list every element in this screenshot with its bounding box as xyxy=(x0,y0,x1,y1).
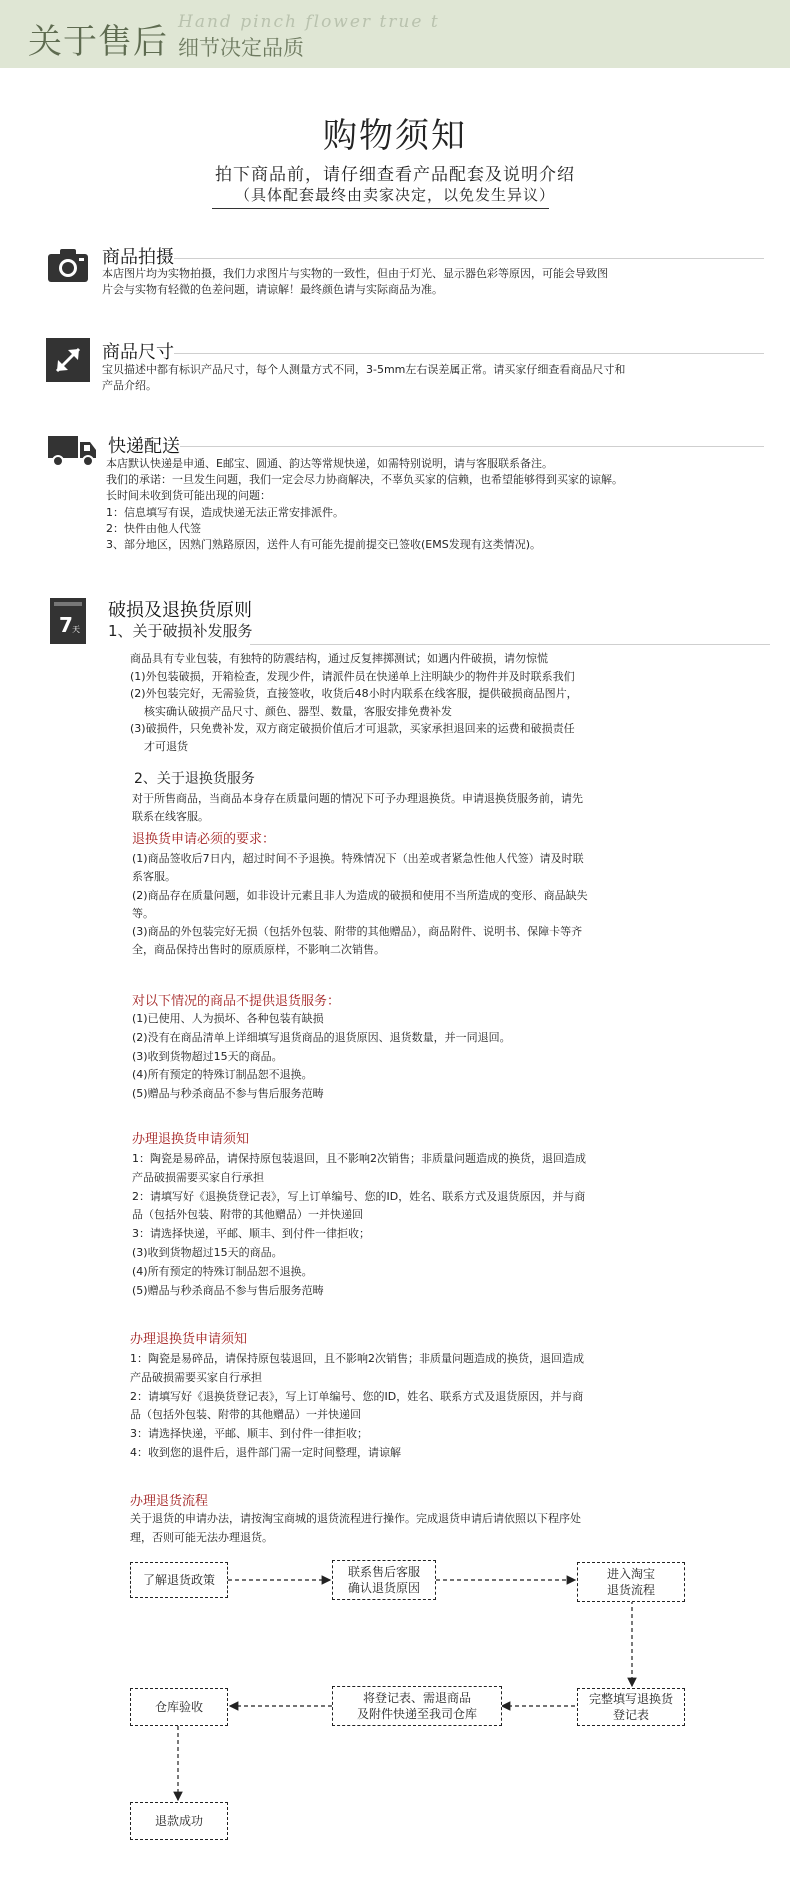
notice-heading-2: 办理退换货申请须知 xyxy=(130,1332,248,1347)
delivery-line: 1：信息填写有误，造成快递无法正常安排派件。 xyxy=(106,505,344,519)
return-service-line: 对于所售商品，当商品本身存在质量问题的情况下可予办理退换货。申请退换货服务前，请先 xyxy=(132,792,583,805)
requirement-line: 系客服。 xyxy=(132,870,176,884)
notice-line: 品（包括外包装、附带的其他赠品）一并快递回 xyxy=(132,1208,363,1222)
notice-line: (3)收到货物超过15天的商品。 xyxy=(132,1245,283,1259)
section-title-returns: 破损及退换货原则 xyxy=(108,600,252,621)
requirements-heading: 退换货申请必须的要求： xyxy=(132,832,276,847)
notice-line: 品（包括外包装、附带的其他赠品）一并快递回 xyxy=(130,1408,361,1422)
damage-line: (1)外包装破损，开箱检查，发现少件，请派件员在快递单上注明缺少的物件并及时联系我们 xyxy=(130,669,575,683)
notice-line: 4：收到您的退件后，退件部门需一定时间整理，请谅解 xyxy=(130,1445,401,1459)
returns-sub-heading-2: 2、关于退换货服务 xyxy=(134,771,255,787)
damage-line: (2)外包装完好，无需验货，直接签收，收货后48小时内联系在线客服，提供破损商品图片， xyxy=(130,687,578,701)
return-service-line: 联系在线客服。 xyxy=(132,810,209,823)
requirement-line: (2)商品存在质量问题，如非设计元素且非人为造成的破损和使用不当所造成的变形、商品缺失 xyxy=(132,888,588,902)
flow-step-refund-done: 退款成功 xyxy=(130,1802,228,1840)
delivery-line: 3、部分地区，因熟门熟路原因，送件人有可能先提前提交已签收(EMS发现有这类情况)。 xyxy=(106,538,542,552)
flow-step-ship-items: 将登记表、需退商品 及附件快递至我司仓库 xyxy=(332,1686,502,1726)
size-line: 宝贝描述中都有标识产品尺寸，每个人测量方式不同，3-5mm左右误差属正常。请买家仔细查看商品尺寸和 xyxy=(102,363,626,376)
svg-text:7: 7 xyxy=(59,613,73,637)
photo-line: 片会与实物有轻微的色差问题，请谅解！最终颜色请与实际商品为准。 xyxy=(102,282,443,296)
notice-line: 2：请填写好《退换货登记表》，写上订单编号、您的ID，姓名、联系方式及退货原因，并与商 xyxy=(130,1389,584,1403)
process-heading: 办理退货流程 xyxy=(130,1494,209,1509)
no-return-line: (3)收到货物超过15天的商品。 xyxy=(132,1049,283,1063)
process-line: 关于退货的申请办法，请按淘宝商城的退货流程进行操作。完成退货申请后请依照以下程序处 xyxy=(130,1512,581,1525)
notice-heading-1: 办理退换货申请须知 xyxy=(132,1132,250,1147)
process-line: 理，否则可能无法办理退货。 xyxy=(130,1530,273,1544)
header-script-text: Hand pinch flower true t xyxy=(178,12,440,32)
delivery-line: 2：快件由他人代签 xyxy=(106,521,201,535)
flow-step-learn-policy: 了解退货政策 xyxy=(130,1562,228,1598)
requirement-line: 等。 xyxy=(132,906,154,920)
flow-step-fill-form: 完整填写退换货 登记表 xyxy=(577,1688,685,1726)
damage-line: (3)破损件，只免费补发，双方商定破损价值后才可退款，买家承担退回来的运费和破损责任 xyxy=(130,722,575,736)
notice-line: 产品破损需要买家自行承担 xyxy=(132,1170,264,1184)
notice-line: (4)所有预定的特殊订制品恕不退换。 xyxy=(132,1264,313,1278)
requirement-line: 全，商品保持出售时的原质原样，不影响二次销售。 xyxy=(132,943,385,957)
section-title-photo: 商品拍摄 xyxy=(102,247,174,268)
damage-line: 商品具有专业包装，有独特的防震结构，通过反复摔掷测试；如遇内件破损，请勿惊慌 xyxy=(130,652,548,665)
notice-line: 产品破损需要买家自行承担 xyxy=(130,1370,262,1384)
header-title: 关于售后 xyxy=(28,22,168,62)
flow-step-taobao-process: 进入淘宝 退货流程 xyxy=(577,1562,685,1602)
size-line: 产品介绍。 xyxy=(102,378,157,392)
intro-line-2: （具体配套最终由卖家决定，以免发生异议） xyxy=(234,186,555,204)
no-return-line: (4)所有预定的特殊订制品恕不退换。 xyxy=(132,1068,313,1082)
flow-step-contact-service: 联系售后客服 确认退货原因 xyxy=(332,1560,436,1600)
page-title: 购物须知 xyxy=(323,116,467,156)
damage-line: 核实确认破损产品尺寸、颜色、器型、数量，客服安排免费补发 xyxy=(130,704,452,718)
notice-line: 2：请填写好《退换货登记表》，写上订单编号、您的ID，姓名、联系方式及退货原因，并与商 xyxy=(132,1189,586,1203)
flow-step-warehouse-check: 仓库验收 xyxy=(130,1688,228,1726)
requirement-line: (3)商品的外包装完好无损（包括外包装、附带的其他赠品），商品附件、说明书、保障卡等齐 xyxy=(132,925,583,939)
section-title-size: 商品尺寸 xyxy=(102,342,174,363)
delivery-line: 本店默认快递是申通、E邮宝、圆通、韵达等常规快递，如需特别说明，请与客服联系备注。 xyxy=(106,457,553,470)
notice-line: (5)赠品与秒杀商品不参与售后服务范畴 xyxy=(132,1283,324,1297)
no-return-line: (5)赠品与秒杀商品不参与售后服务范畴 xyxy=(132,1087,324,1101)
notice-line: 3：请选择快递，平邮、顺丰、到付件一律拒收； xyxy=(130,1427,368,1441)
notice-line: 1：陶瓷是易碎品，请保持原包装退回，且不影响2次销售；非质量问题造成的换货，退回造成 xyxy=(130,1352,584,1365)
delivery-line: 长时间未收到货可能出现的问题： xyxy=(106,489,271,503)
notice-line: 3：请选择快递，平邮、顺丰、到付件一律拒收； xyxy=(132,1227,370,1241)
intro-line-1: 拍下商品前，请仔细查看产品配套及说明介绍 xyxy=(215,165,575,185)
returns-sub-heading-1: 1、关于破损补发服务 xyxy=(108,622,253,640)
photo-line: 本店图片均为实物拍摄，我们力求图片与实物的一致性，但由于灯光、显示器色彩等原因，可能会导致图 xyxy=(102,267,608,280)
no-return-line: (1)已使用、人为损坏、各种包装有缺损 xyxy=(132,1012,324,1025)
section-title-delivery: 快递配送 xyxy=(108,436,180,457)
no-return-line: (2)没有在商品清单上详细填写退货商品的退货原因、退货数量，并一同退回。 xyxy=(132,1030,511,1044)
svg-text:天: 天 xyxy=(72,625,80,634)
requirement-line: (1)商品签收后7日内，超过时间不予退换。特殊情况下（出差或者紧急性他人代签）请及时联 xyxy=(132,852,584,865)
header-subtitle: 细节决定品质 xyxy=(178,36,304,60)
delivery-line: 我们的承诺：一旦发生问题，我们一定会尽力协商解决，不辜负买家的信赖，也希望能够得到买家的谅解。 xyxy=(106,473,623,487)
no-return-heading: 对以下情况的商品不提供退货服务： xyxy=(132,994,341,1009)
notice-line: 1：陶瓷是易碎品，请保持原包装退回，且不影响2次销售；非质量问题造成的换货，退回造成 xyxy=(132,1152,586,1165)
damage-line: 才可退货 xyxy=(130,739,188,753)
